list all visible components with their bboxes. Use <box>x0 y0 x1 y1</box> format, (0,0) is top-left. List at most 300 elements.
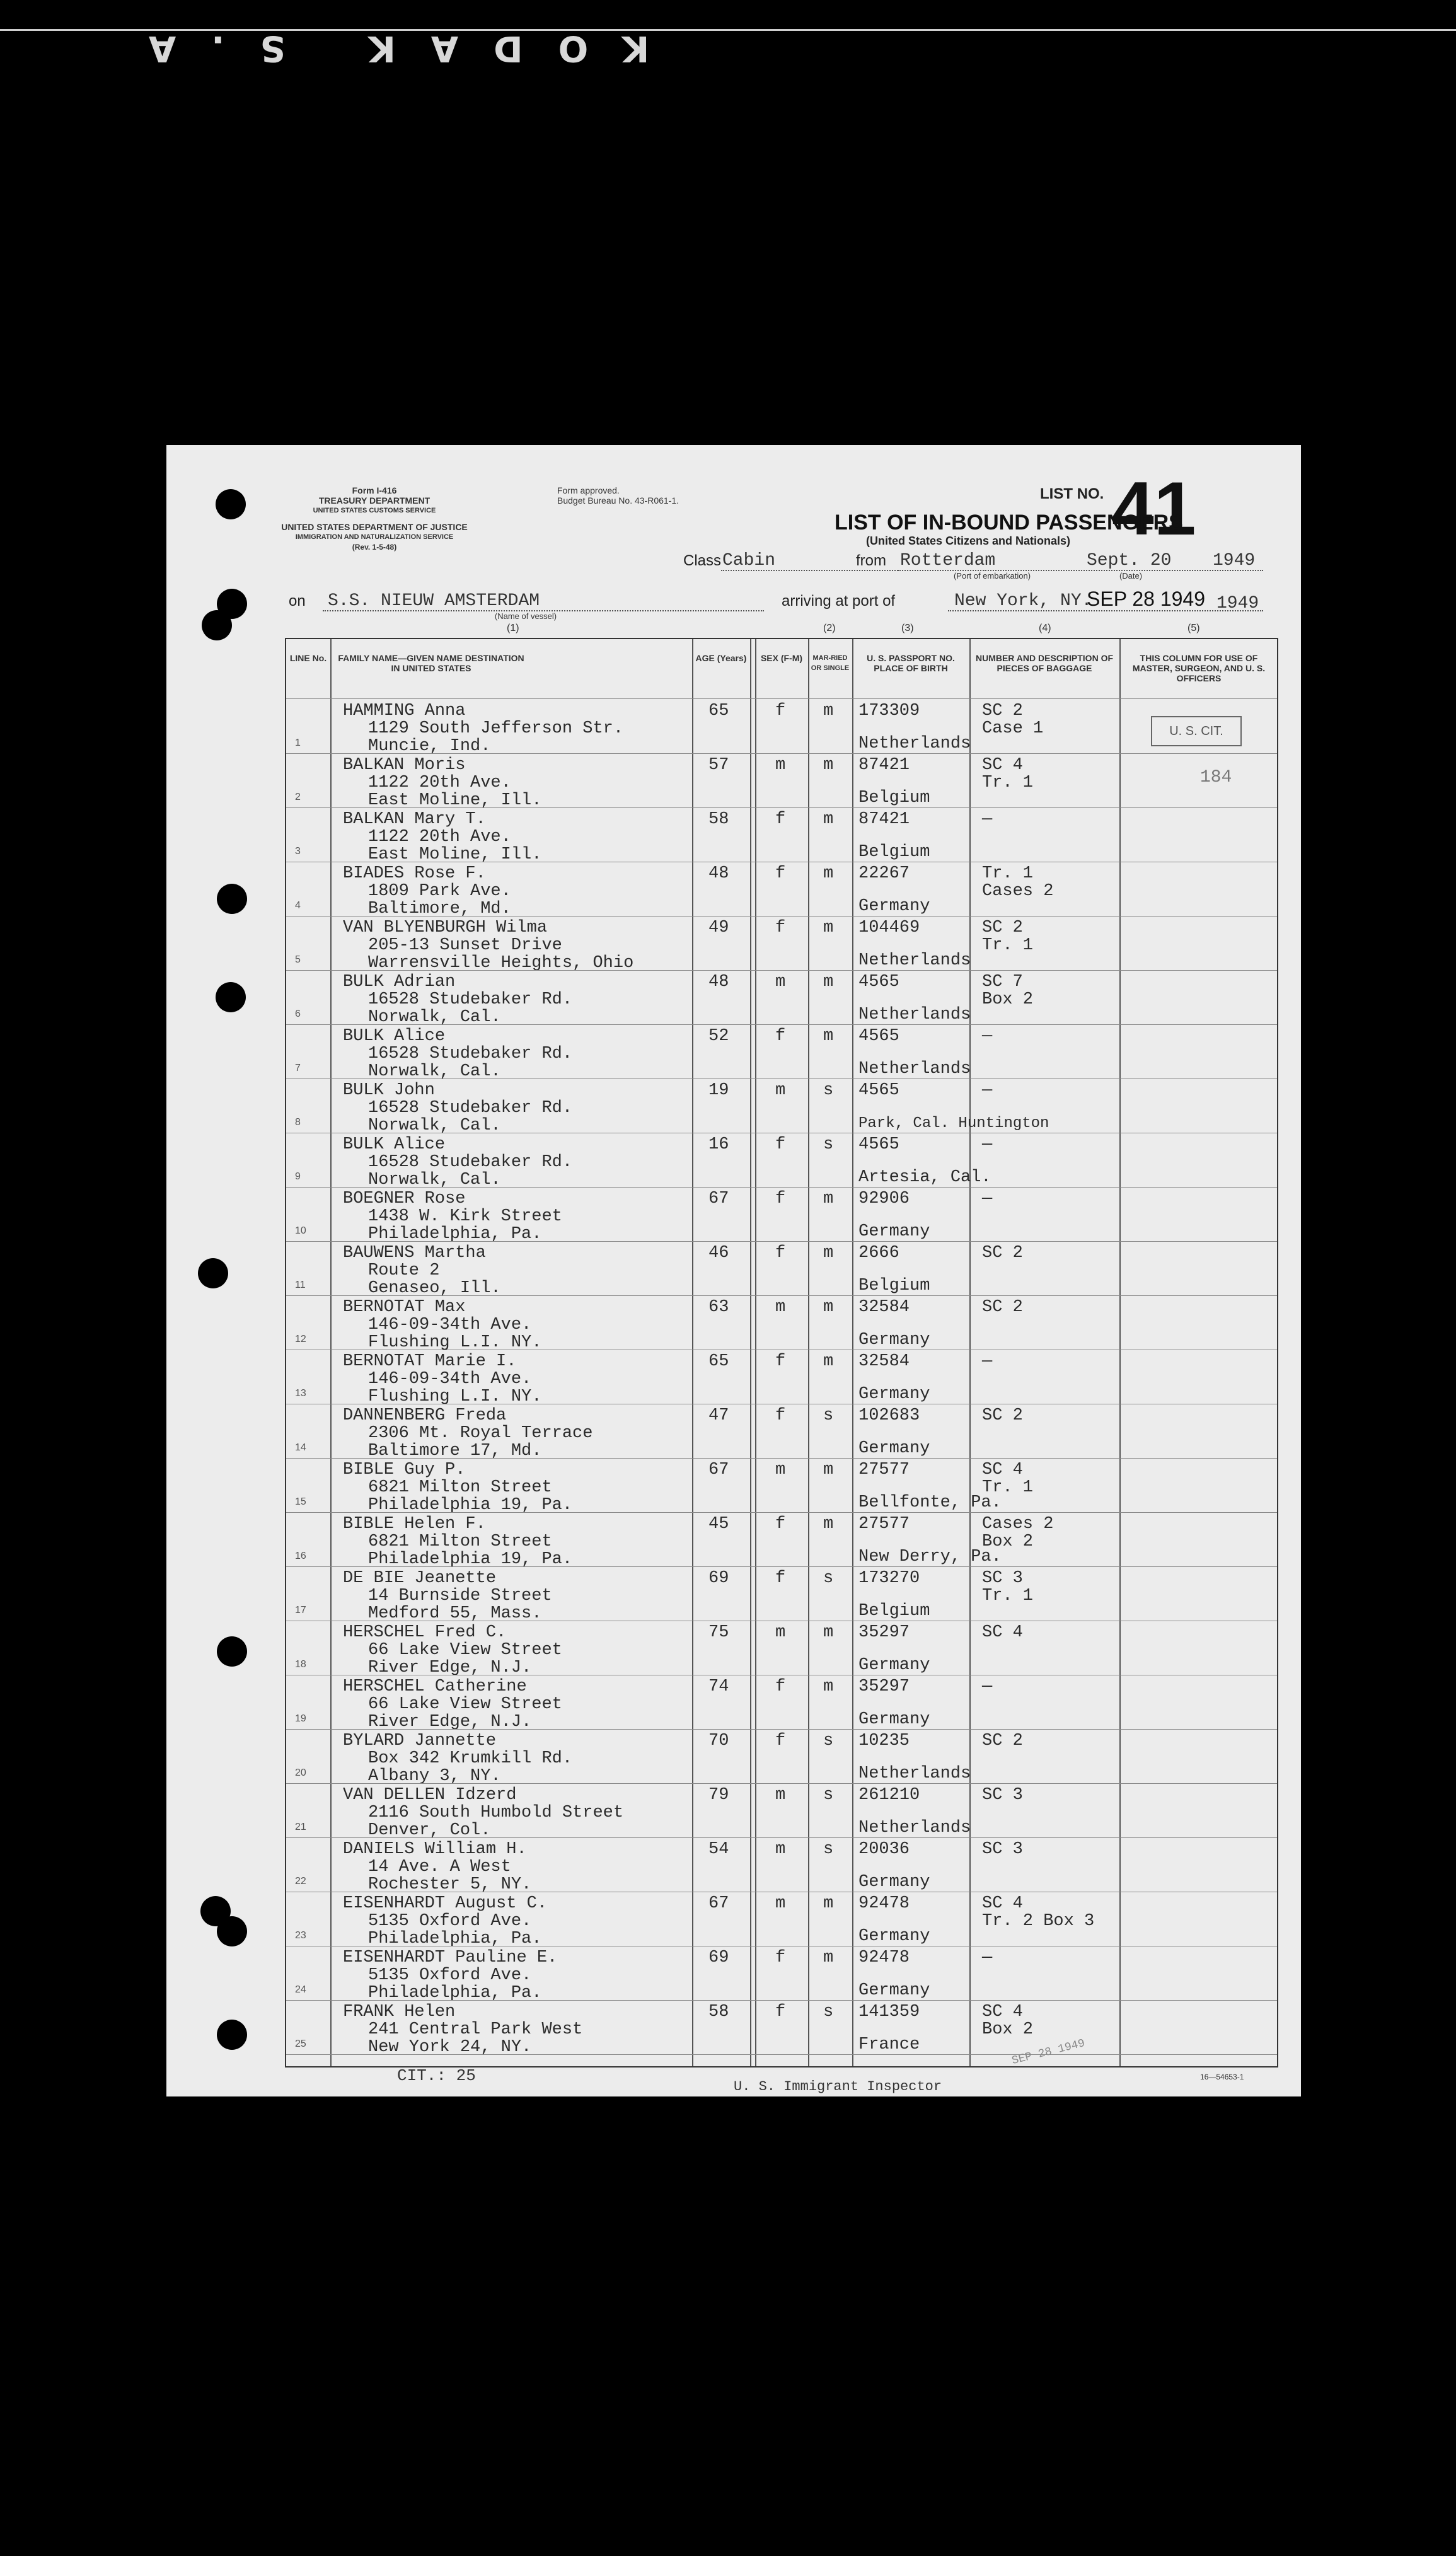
passenger-sex: m <box>775 1894 786 1913</box>
punch-hole <box>216 489 246 519</box>
passenger-age: 63 <box>708 1298 729 1317</box>
line-number: 25 <box>295 2038 306 2049</box>
passenger-street: 16528 Studebaker Rd. <box>368 1153 573 1172</box>
passenger-city: Norwalk, Cal. <box>368 1062 501 1081</box>
line-number: 21 <box>295 1822 306 1832</box>
passenger-name: BULK Adrian <box>343 973 456 992</box>
passenger-street: Box 342 Krumkill Rd. <box>368 1749 573 1768</box>
col-number: (5) <box>1187 623 1200 633</box>
passenger-age: 45 <box>708 1515 729 1534</box>
passenger-age: 46 <box>708 1244 729 1263</box>
col-married: MAR-RIED OR SINGLE <box>811 654 850 672</box>
class-value: Cabin <box>722 551 776 570</box>
passenger-street: 146-09-34th Ave. <box>368 1316 532 1334</box>
passenger-age: 48 <box>708 973 729 992</box>
punch-hole <box>216 982 246 1012</box>
class-label: Class <box>683 552 722 569</box>
passenger-street: 1122 20th Ave. <box>368 773 511 792</box>
page-subtitle: (United States Citizens and Nationals) <box>866 535 1071 547</box>
table-row <box>286 1079 1277 1133</box>
line-number: 18 <box>295 1659 306 1670</box>
passenger-name: HERSCHEL Fred C. <box>343 1623 507 1642</box>
baggage-primary: SC 4 <box>982 1894 1023 1913</box>
table-row <box>286 1242 1277 1296</box>
passenger-name: EISENHARDT August C. <box>343 1894 548 1913</box>
passenger-age: 67 <box>708 1189 729 1208</box>
line-number: 11 <box>295 1280 306 1290</box>
passenger-age: 19 <box>708 1081 729 1100</box>
embarkation-year: 1949 <box>1213 551 1256 570</box>
place-of-birth: France <box>858 2035 920 2054</box>
passenger-marital: m <box>823 1189 834 1208</box>
passport-number: 2666 <box>858 1244 899 1263</box>
passenger-street: 205-13 Sunset Drive <box>368 936 562 955</box>
passenger-name: BYLARD Jannette <box>343 1732 497 1750</box>
passenger-name: FRANK Helen <box>343 2003 456 2021</box>
passenger-name: VAN BLYENBURGH Wilma <box>343 918 548 937</box>
passenger-age: 69 <box>708 1569 729 1588</box>
table-row <box>286 917 1277 971</box>
officer-stamp-number: 184 <box>1200 768 1232 787</box>
passenger-sex: f <box>775 1189 786 1208</box>
punch-hole <box>217 1916 247 1946</box>
table-row <box>286 1296 1277 1350</box>
table-row <box>286 1025 1277 1079</box>
passenger-street: 14 Ave. A West <box>368 1858 511 1877</box>
passenger-marital: m <box>823 702 834 720</box>
table-row <box>286 1784 1277 1838</box>
place-of-birth: Park, Cal. Huntington <box>858 1115 1049 1132</box>
baggage-secondary: Tr. 1 <box>982 1478 1034 1497</box>
baggage-primary: SC 4 <box>982 1623 1023 1642</box>
passenger-sex: m <box>775 1081 786 1100</box>
passenger-sex: m <box>775 1786 786 1805</box>
table-row <box>286 700 1277 754</box>
passenger-sex: f <box>775 702 786 720</box>
passenger-marital: s <box>823 1732 834 1750</box>
embarkation-date: Sept. 20 <box>1087 551 1172 570</box>
line-number: 16 <box>295 1551 306 1561</box>
table-row <box>286 1946 1277 2001</box>
baggage-secondary: Case 1 <box>982 719 1044 738</box>
baggage-primary: SC 4 <box>982 2003 1023 2021</box>
passenger-city: Albany 3, NY. <box>368 1767 501 1786</box>
place-of-birth: Germany <box>858 897 930 916</box>
budget-bureau: Budget Bureau No. 43-R061-1. <box>557 495 679 506</box>
baggage-primary: — <box>982 1027 993 1046</box>
passenger-city: Warrensville Heights, Ohio <box>368 954 634 973</box>
passport-number: 104469 <box>858 918 920 937</box>
baggage-primary: SC 3 <box>982 1786 1023 1805</box>
line-number: 10 <box>295 1225 306 1236</box>
passenger-sex: f <box>775 1677 786 1696</box>
line-number: 8 <box>295 1117 301 1128</box>
list-no-label: LIST NO. <box>1040 485 1104 502</box>
passenger-marital: m <box>823 1298 834 1317</box>
passport-number: 32584 <box>858 1298 910 1317</box>
passport-number: 141359 <box>858 2003 920 2021</box>
baggage-primary: — <box>982 1081 993 1100</box>
from-label: from <box>856 552 886 569</box>
passenger-name: BULK John <box>343 1081 435 1100</box>
baggage-secondary: Box 2 <box>982 990 1034 1009</box>
passenger-street: 66 Lake View Street <box>368 1641 562 1660</box>
passenger-name: DANIELS William H. <box>343 1840 527 1859</box>
passenger-marital: m <box>823 810 834 829</box>
passenger-age: 58 <box>708 2003 729 2021</box>
film-edge <box>0 0 1456 31</box>
place-of-birth: Germany <box>858 1439 930 1458</box>
place-of-birth: Germany <box>858 1710 930 1729</box>
baggage-primary: SC 4 <box>982 756 1023 775</box>
inspection-date-stamp: SEP 28 1949 <box>1010 2037 1087 2068</box>
passenger-marital: m <box>823 1027 834 1046</box>
line-number: 6 <box>295 1009 301 1019</box>
passenger-street: 14 Burnside Street <box>368 1587 552 1605</box>
passenger-marital: s <box>823 1786 834 1805</box>
passenger-sex: f <box>775 1027 786 1046</box>
table-row <box>286 1838 1277 1892</box>
place-of-birth: Germany <box>858 1927 930 1946</box>
passenger-marital: s <box>823 1569 834 1588</box>
passenger-sex: f <box>775 1406 786 1425</box>
col-officers: THIS COLUMN FOR USE OF MASTER, SURGEON, AND U. S. OFFICERS <box>1132 653 1266 683</box>
passenger-name: BERNOTAT Max <box>343 1298 466 1317</box>
passport-number: 4565 <box>858 1081 899 1100</box>
form-number: Form I-416 <box>352 485 397 495</box>
table-row <box>286 1730 1277 1784</box>
col-passport: U. S. PASSPORT NO. PLACE OF BIRTH <box>867 653 955 673</box>
table-row <box>286 808 1277 862</box>
form-code: 16—54653-1 <box>1200 2073 1244 2081</box>
table-row <box>286 1133 1277 1188</box>
arriving-label: arriving at port of <box>782 593 896 610</box>
passenger-marital: s <box>823 1081 834 1100</box>
passenger-sex: f <box>775 810 786 829</box>
passenger-city: Norwalk, Cal. <box>368 1008 501 1027</box>
col-sex: SEX (F-M) <box>760 653 803 663</box>
passenger-city: Philadelphia, Pa. <box>368 1984 542 2003</box>
passenger-city: Philadelphia, Pa. <box>368 1929 542 1948</box>
place-of-birth: Belgium <box>858 1276 930 1295</box>
arrival-date-stamp: SEP 28 1949 <box>1087 587 1206 610</box>
col-age: AGE (Years) <box>695 653 747 663</box>
passenger-marital: m <box>823 1948 834 1967</box>
passenger-name: BIADES Rose F. <box>343 864 486 883</box>
place-of-birth: Germany <box>858 1331 930 1350</box>
place-of-birth: Netherlands <box>858 1764 971 1783</box>
form-revision: (Rev. 1-5-48) <box>352 543 397 552</box>
passenger-age: 57 <box>708 756 729 775</box>
passport-number: 4565 <box>858 973 899 992</box>
line-number: 22 <box>295 1876 306 1887</box>
line-number: 13 <box>295 1388 306 1399</box>
punch-hole <box>202 610 232 640</box>
passenger-sex: m <box>775 1623 786 1642</box>
passenger-marital: m <box>823 1623 834 1642</box>
passenger-city: Philadelphia 19, Pa. <box>368 1496 573 1515</box>
col-name: FAMILY NAME—GIVEN NAME DESTINATION IN UNITED STATES <box>338 653 524 673</box>
punch-hole <box>217 1636 247 1667</box>
table-row <box>286 1459 1277 1513</box>
passport-number: 87421 <box>858 756 910 775</box>
baggage-primary: — <box>982 1135 993 1154</box>
baggage-secondary: Tr. 1 <box>982 1587 1034 1605</box>
baggage-primary: — <box>982 1948 993 1967</box>
passenger-sex: f <box>775 1352 786 1371</box>
place-of-birth: Belgium <box>858 1602 930 1621</box>
passenger-name: BULK Alice <box>343 1135 446 1154</box>
passenger-street: 6821 Milton Street <box>368 1532 552 1551</box>
passenger-age: 49 <box>708 918 729 937</box>
passport-number: 22267 <box>858 864 910 883</box>
punch-hole <box>217 884 247 914</box>
place-of-birth: Germany <box>858 1385 930 1404</box>
passenger-name: VAN DELLEN Idzerd <box>343 1786 517 1805</box>
baggage-secondary: Tr. 1 <box>982 773 1034 792</box>
table-row <box>286 862 1277 917</box>
passenger-name: BOEGNER Rose <box>343 1189 466 1208</box>
passenger-age: 69 <box>708 1948 729 1967</box>
baggage-primary: SC 2 <box>982 1406 1023 1425</box>
place-of-birth: Germany <box>858 1222 930 1241</box>
passenger-marital: s <box>823 1406 834 1425</box>
place-of-birth: Artesia, Cal. <box>858 1168 991 1187</box>
place-of-birth: Netherlands <box>858 1819 971 1837</box>
passenger-street: 1809 Park Ave. <box>368 882 511 901</box>
passenger-street: 1129 South Jefferson Str. <box>368 719 624 738</box>
manifest-page <box>166 445 1301 2096</box>
date-caption: (Date) <box>1119 571 1143 581</box>
punch-hole <box>217 2020 247 2050</box>
table-row <box>286 1404 1277 1459</box>
passport-number: 4565 <box>858 1027 899 1046</box>
form-approval: Form approved. <box>557 485 620 495</box>
col-number: (3) <box>901 623 914 633</box>
place-of-birth: Netherlands <box>858 1060 971 1078</box>
passport-number: 261210 <box>858 1786 920 1805</box>
passenger-sex: f <box>775 1135 786 1154</box>
baggage-primary: — <box>982 1352 993 1371</box>
passenger-city: River Edge, N.J. <box>368 1713 532 1732</box>
passenger-street: 16528 Studebaker Rd. <box>368 1099 573 1118</box>
passenger-age: 47 <box>708 1406 729 1425</box>
line-number: 17 <box>295 1605 306 1616</box>
passenger-age: 67 <box>708 1460 729 1479</box>
treasury-dept: TREASURY DEPARTMENT <box>318 495 430 506</box>
page-title: LIST OF IN-BOUND PASSENGERS <box>835 511 1183 535</box>
table-row <box>286 754 1277 808</box>
passenger-name: EISENHARDT Pauline E. <box>343 1948 558 1967</box>
col-number: (1) <box>507 623 519 633</box>
passport-number: 35297 <box>858 1677 910 1696</box>
passenger-age: 58 <box>708 810 729 829</box>
col-number: (2) <box>823 623 836 633</box>
col-number: (4) <box>1039 623 1051 633</box>
passenger-name: BULK Alice <box>343 1027 446 1046</box>
line-number: 5 <box>295 954 301 965</box>
passenger-sex: m <box>775 1840 786 1859</box>
passenger-city: East Moline, Ill. <box>368 791 542 810</box>
baggage-secondary: Tr. 2 Box 3 <box>982 1912 1095 1931</box>
passenger-city: River Edge, N.J. <box>368 1658 532 1677</box>
passenger-street: 66 Lake View Street <box>368 1695 562 1714</box>
passenger-street: 1122 20th Ave. <box>368 828 511 847</box>
passenger-marital: m <box>823 918 834 937</box>
place-of-birth: New Derry, Pa. <box>858 1547 1002 1566</box>
passenger-age: 75 <box>708 1623 729 1642</box>
place-of-birth: Germany <box>858 1873 930 1892</box>
passenger-city: Genaseo, Ill. <box>368 1279 501 1298</box>
passport-number: 20036 <box>858 1840 910 1859</box>
passenger-name: BIBLE Helen F. <box>343 1515 486 1534</box>
passenger-street: 2306 Mt. Royal Terrace <box>368 1424 593 1443</box>
passenger-sex: f <box>775 1569 786 1588</box>
passenger-sex: m <box>775 973 786 992</box>
table-row <box>286 1892 1277 1946</box>
list-number: 41 <box>1112 466 1196 551</box>
passenger-sex: m <box>775 1460 786 1479</box>
passport-number: 173270 <box>858 1569 920 1588</box>
passenger-street: 6821 Milton Street <box>368 1478 552 1497</box>
line-number: 12 <box>295 1334 306 1345</box>
embarkation-port: Rotterdam <box>900 551 996 570</box>
passport-number: 27577 <box>858 1515 910 1534</box>
justice-dept: UNITED STATES DEPARTMENT OF JUSTICE <box>281 522 468 532</box>
passenger-city: Philadelphia, Pa. <box>368 1225 542 1244</box>
passenger-age: 16 <box>708 1135 729 1154</box>
passenger-name: BALKAN Moris <box>343 756 466 775</box>
film-label: KODAK S.A <box>113 28 650 69</box>
baggage-primary: SC 2 <box>982 1298 1023 1317</box>
inspector-signature-line: U. S. Immigrant Inspector <box>734 2079 942 2095</box>
line-number: 3 <box>295 846 301 857</box>
punch-hole <box>198 1258 228 1288</box>
baggage-primary: SC 7 <box>982 973 1023 992</box>
passport-number: 10235 <box>858 1732 910 1750</box>
baggage-primary: SC 2 <box>982 1732 1023 1750</box>
passport-number: 173309 <box>858 702 920 720</box>
passport-number: 102683 <box>858 1406 920 1425</box>
baggage-primary: SC 3 <box>982 1569 1023 1588</box>
passenger-city: Norwalk, Cal. <box>368 1116 501 1135</box>
line-number: 23 <box>295 1930 306 1941</box>
ins-service: IMMIGRATION AND NATURALIZATION SERVICE <box>295 533 454 541</box>
place-of-birth: Bellfonte, Pa. <box>858 1493 1002 1512</box>
baggage-primary: Tr. 1 <box>982 864 1034 883</box>
baggage-primary: SC 2 <box>982 918 1023 937</box>
passenger-name: BERNOTAT Marie I. <box>343 1352 517 1371</box>
passenger-city: Rochester 5, NY. <box>368 1875 532 1894</box>
passenger-city: Baltimore 17, Md. <box>368 1442 542 1460</box>
passenger-street: 5135 Oxford Ave. <box>368 1966 532 1985</box>
us-cit-stamp: U. S. CIT. <box>1151 716 1242 746</box>
table-row <box>286 1513 1277 1567</box>
passport-number: 27577 <box>858 1460 910 1479</box>
passenger-marital: m <box>823 864 834 883</box>
passenger-name: DE BIE Jeanette <box>343 1569 497 1588</box>
line-number: 4 <box>295 900 301 911</box>
line-number: 20 <box>295 1767 306 1778</box>
passenger-age: 70 <box>708 1732 729 1750</box>
baggage-primary: Cases 2 <box>982 1515 1054 1534</box>
line-number: 2 <box>295 792 301 802</box>
table-row <box>286 1350 1277 1404</box>
passenger-marital: s <box>823 1135 834 1154</box>
passenger-age: 54 <box>708 1840 729 1859</box>
passenger-sex: f <box>775 1732 786 1750</box>
table-row <box>286 2001 1277 2055</box>
on-label: on <box>289 593 306 610</box>
passport-number: 92478 <box>858 1948 910 1967</box>
vessel-caption: (Name of vessel) <box>494 611 557 621</box>
passenger-age: 65 <box>708 1352 729 1371</box>
passenger-sex: f <box>775 1515 786 1534</box>
col-line: LINE No. <box>289 653 327 663</box>
place-of-birth: Germany <box>858 1981 930 2000</box>
passenger-marital: m <box>823 756 834 775</box>
line-number: 15 <box>295 1496 306 1507</box>
table-row <box>286 1675 1277 1730</box>
line-number: 19 <box>295 1713 306 1724</box>
baggage-primary: — <box>982 1189 993 1208</box>
place-of-birth: Netherlands <box>858 734 971 753</box>
passenger-sex: f <box>775 1948 786 1967</box>
passenger-sex: f <box>775 918 786 937</box>
baggage-primary: SC 2 <box>982 1244 1023 1263</box>
table-row <box>286 1188 1277 1242</box>
passenger-city: Flushing L.I. NY. <box>368 1387 542 1406</box>
citizen-total: CIT.: 25 <box>397 2066 476 2085</box>
passenger-street: 241 Central Park West <box>368 2020 583 2039</box>
passport-number: 35297 <box>858 1623 910 1642</box>
table-row <box>286 1567 1277 1621</box>
line-number: 9 <box>295 1171 301 1182</box>
passenger-sex: f <box>775 1244 786 1263</box>
customs-service: UNITED STATES CUSTOMS SERVICE <box>313 507 436 514</box>
passenger-street: 1438 W. Kirk Street <box>368 1207 562 1226</box>
passenger-sex: f <box>775 2003 786 2021</box>
passenger-name: BALKAN Mary T. <box>343 810 486 829</box>
passenger-city: East Moline, Ill. <box>368 845 542 864</box>
passport-number: 87421 <box>858 810 910 829</box>
passenger-age: 52 <box>708 1027 729 1046</box>
passenger-marital: m <box>823 973 834 992</box>
baggage-secondary: Box 2 <box>982 2020 1034 2039</box>
passenger-marital: m <box>823 1894 834 1913</box>
baggage-primary: SC 2 <box>982 702 1023 720</box>
passenger-street: 2116 South Humbold Street <box>368 1803 624 1822</box>
passport-number: 4565 <box>858 1135 899 1154</box>
passenger-age: 74 <box>708 1677 729 1696</box>
place-of-birth: Germany <box>858 1656 930 1675</box>
place-of-birth: Netherlands <box>858 951 971 970</box>
baggage-primary: — <box>982 1677 993 1696</box>
passenger-name: HERSCHEL Catherine <box>343 1677 527 1696</box>
embarkation-caption: (Port of embarkation) <box>953 571 1031 581</box>
passenger-street: 16528 Studebaker Rd. <box>368 990 573 1009</box>
place-of-birth: Belgium <box>858 789 930 807</box>
passenger-sex: f <box>775 864 786 883</box>
baggage-secondary: Tr. 1 <box>982 936 1034 955</box>
passenger-city: Baltimore, Md. <box>368 899 511 918</box>
passenger-street: Route 2 <box>368 1261 440 1280</box>
passenger-marital: s <box>823 1840 834 1859</box>
baggage-primary: — <box>982 810 993 829</box>
passenger-age: 79 <box>708 1786 729 1805</box>
passenger-city: Flushing L.I. NY. <box>368 1333 542 1352</box>
passenger-marital: m <box>823 1244 834 1263</box>
